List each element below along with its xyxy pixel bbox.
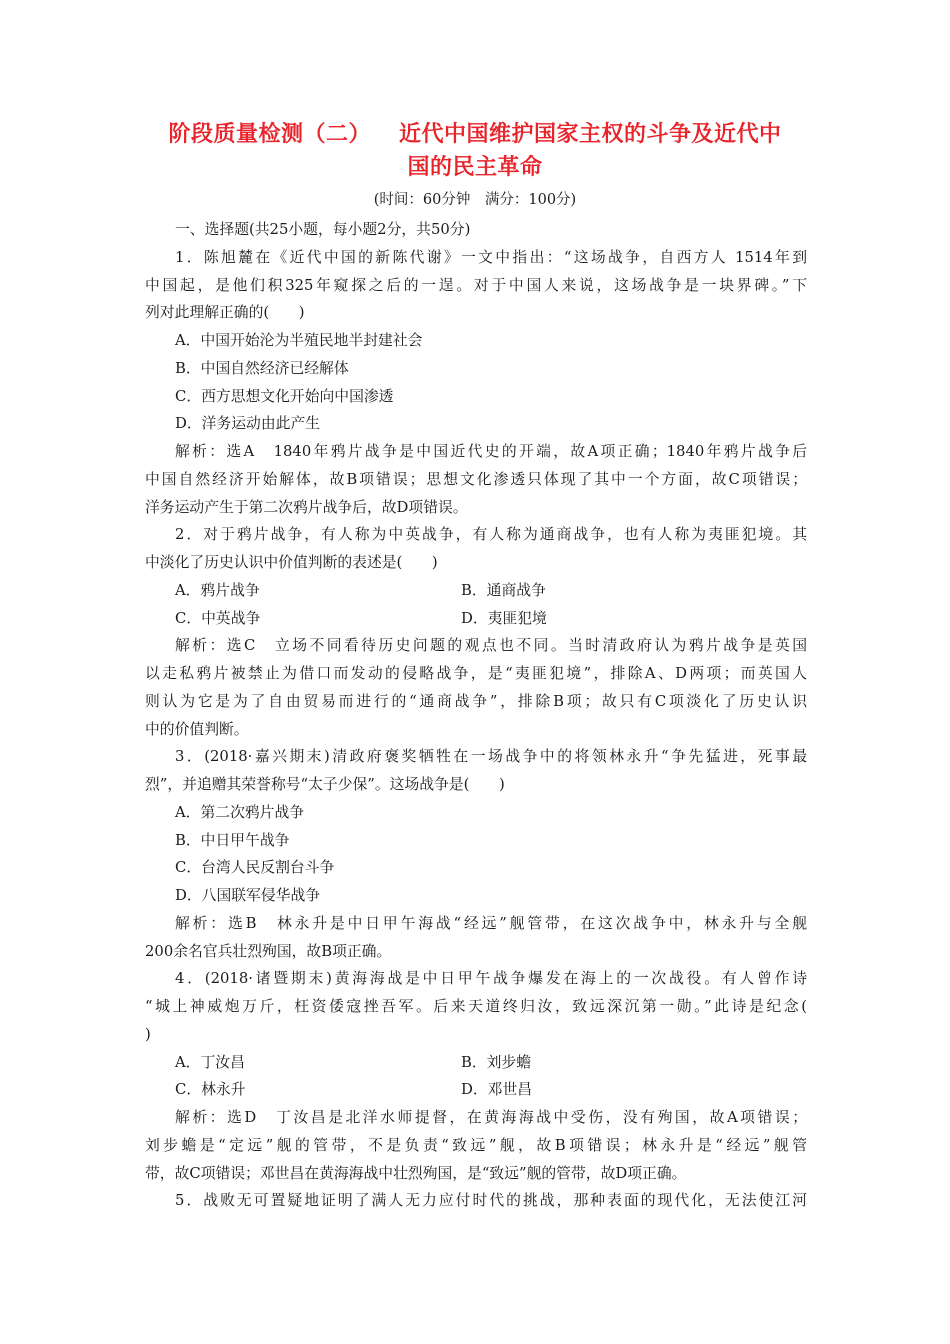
analysis-line: 以走私鸦片被禁止为借口而发动的侵略战争，是“夷匪犯境”，排除A、D两项；而英国人 (145, 665, 807, 682)
question-text-line: 1．陈旭麓在《近代中国的新陈代谢》一文中指出：“这场战争，自西方人 1514年到 (175, 248, 807, 266)
option-row (145, 1049, 807, 1077)
question-text-line: 中国起，是他们积325年窥探之后的一逞。对于中国人来说，这场战争是一块界碑。”下 (145, 276, 807, 294)
question-text-line: 列对此理解正确的( ) (145, 304, 305, 322)
option: A．中国开始沦为半殖民地半封建社会 (175, 332, 423, 349)
question-text-line: ) (145, 1025, 151, 1043)
option-row (145, 577, 807, 605)
analysis-line: 解析：选B 林永升是中日甲午海战“经远”舰管带，在这次战争中，林永升与全舰 (175, 914, 807, 932)
analysis-line: 则认为它是为了自由贸易而进行的“通商战争”，排除B项；故只有C项淡化了历史认识 (145, 692, 807, 710)
question-5 (145, 1187, 807, 1215)
title-part-1: 阶段质量检测（二） (168, 122, 371, 147)
option: D．八国联军侵华战争 (175, 887, 321, 904)
question-3 (145, 743, 807, 965)
page-title (150, 118, 800, 184)
option: C．台湾人民反割台斗争 (175, 859, 335, 877)
question-text-line: 中淡化了历史认识中价值判断的表述是( ) (145, 554, 438, 571)
section-heading: 一、选择题(共25小题，每小题2分，共50分) (175, 221, 471, 238)
analysis-line: 洋务运动产生于第二次鸦片战争后，故D项错误。 (145, 498, 468, 516)
option: C．西方思想文化开始向中国渗透 (175, 387, 394, 405)
option: A．鸦片战争 (175, 581, 260, 599)
analysis-line: 带，故C项错误；邓世昌在黄海海战中壮烈殉国，是“致远”舰的管带，故D项正确。 (145, 1164, 687, 1182)
question-text-line: 烈”，并追赠其荣誉称号“太子少保”。这场战争是( ) (145, 776, 505, 793)
option: D．洋务运动由此产生 (175, 415, 321, 433)
option: B．刘步蟾 (461, 1053, 532, 1071)
title-part-2: 近代中国维护国家主权的斗争及近代中 (399, 122, 782, 147)
analysis-line: 中的价值判断。 (145, 720, 249, 738)
question-4 (145, 965, 807, 1187)
question-1 (145, 244, 807, 522)
option: A．丁汝昌 (175, 1053, 245, 1071)
option: C．林永升 (175, 1081, 246, 1099)
question-text-line: 4．(2018·诸暨期末)黄海海战是中日甲午战争爆发在海上的一次战役。有人曾作诗 (175, 970, 807, 988)
analysis-line: 刘步蟾是“定远”舰的管带，不是负责“致远”舰，故B项错误；林永升是“经远”舰管 (145, 1136, 807, 1154)
option: D．夷匪犯境 (461, 609, 547, 627)
analysis-line: 200余名官兵壮烈殉国，故B项正确。 (145, 942, 392, 960)
option: D．邓世昌 (461, 1081, 533, 1099)
document-body (145, 216, 807, 1215)
analysis-line: 解析：选C 立场不同看待历史问题的观点也不同。当时清政府认为鸦片战争是英国 (175, 637, 807, 655)
question-text-line: 2．对于鸦片战争，有人称为中英战争，有人称为通商战争，也有人称为夷匪犯境。其 (175, 526, 807, 544)
option: A．第二次鸦片战争 (175, 803, 305, 821)
question-text-line: 5．战败无可置疑地证明了满人无力应付时代的挑战，那种表面的现代化，无法使江河 (175, 1192, 807, 1210)
option: B．中国自然经济已经解体 (175, 359, 349, 377)
option: B．通商战争 (461, 581, 546, 599)
question-text-line: 3．(2018·嘉兴期末)清政府褒奖牺牲在一场战争中的将领林永升“争先猛进，死事最 (175, 748, 807, 766)
analysis-line: 解析：选D 丁汝昌是北洋水师提督，在黄海海战中受伤，没有殉国，故A项错误； (175, 1109, 807, 1126)
analysis-line: 中国自然经济开始解体，故B项错误；思想文化渗透只体现了其中一个方面，故C项错误； (145, 470, 807, 488)
analysis-line: 解析：选A 1840年鸦片战争是中国近代史的开端，故A项正确；1840年鸦片战争后 (175, 443, 807, 460)
option-row (145, 605, 807, 633)
option: C．中英战争 (175, 609, 261, 627)
title-line-2: 国的民主革命 (407, 155, 543, 180)
question-text-line: “城上神威炮万斤，枉资倭寇挫吾军。后来天道终归汝，致远深沉第一勋。”此诗是纪念( (145, 998, 807, 1015)
option: B．中日甲午战争 (175, 831, 290, 849)
exam-meta: (时间：60分钟 满分：100分) (373, 192, 577, 208)
option-row (145, 1076, 807, 1104)
question-2 (145, 521, 807, 743)
title-line-1 (150, 118, 800, 151)
